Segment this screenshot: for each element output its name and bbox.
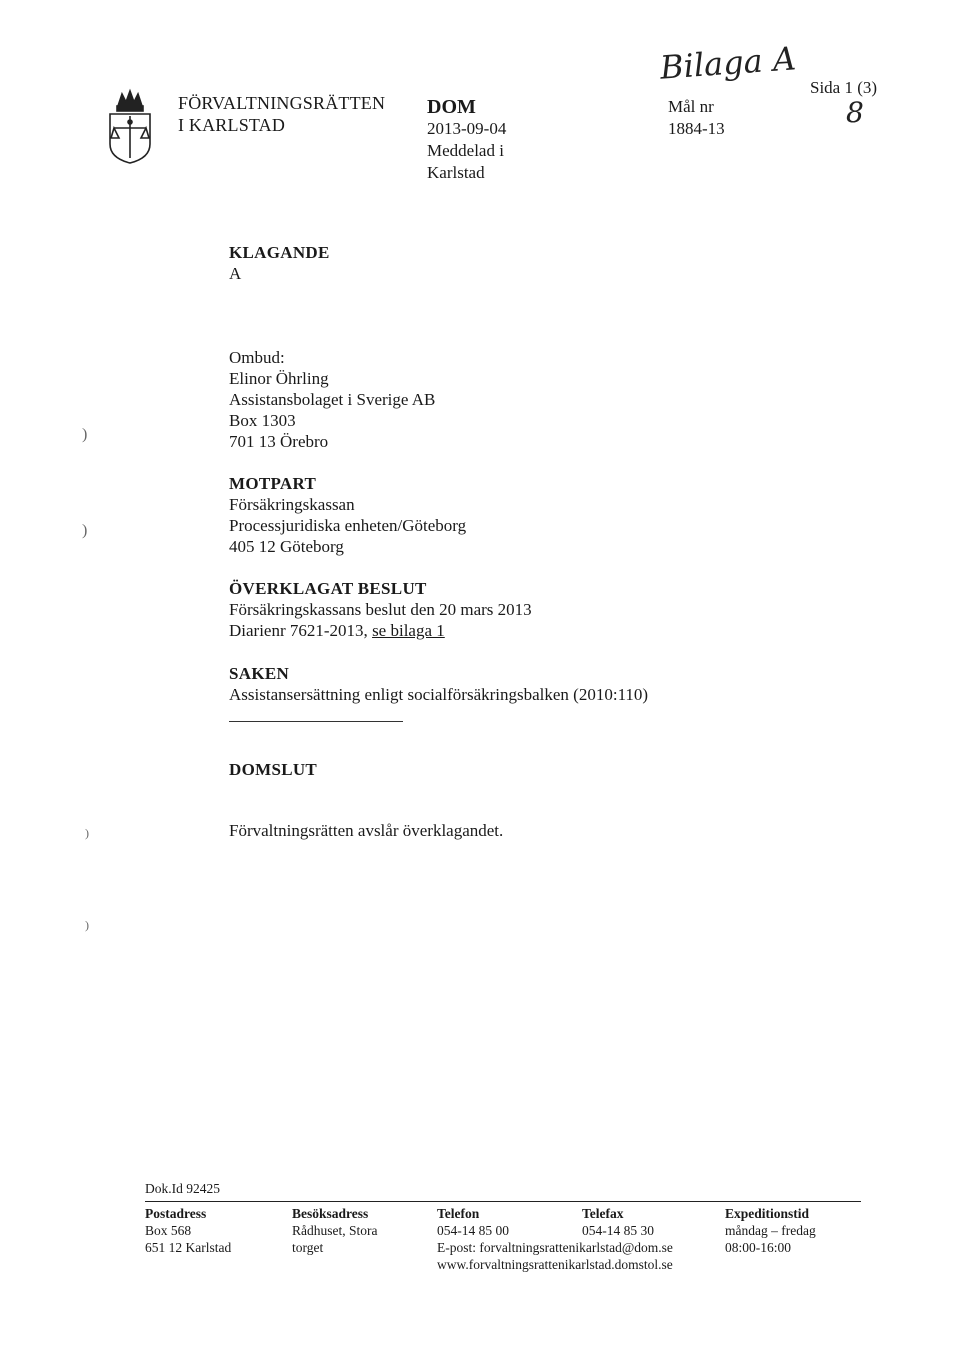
motpart-line3: 405 12 Göteborg — [229, 537, 344, 556]
footer-columns — [145, 1205, 865, 1285]
klagande-name: A — [229, 264, 242, 283]
expeditionstid-days: måndag – fredag — [725, 1223, 816, 1238]
case-number-label: Mål nr — [668, 97, 714, 116]
saken-section — [229, 663, 648, 705]
court-name — [178, 92, 385, 136]
footer — [145, 1180, 865, 1285]
footer-besoksadress — [292, 1205, 378, 1256]
domslut-heading: DOMSLUT — [229, 760, 318, 779]
email-address: E-post: forvaltningsrattenikarlstad@dom.se — [437, 1240, 673, 1255]
telefax-number: 054-14 85 30 — [582, 1223, 654, 1238]
case-number — [668, 96, 725, 140]
document-date: 2013-09-04 — [427, 119, 507, 138]
telefon-number: 054-14 85 00 — [437, 1223, 509, 1238]
footer-expeditionstid — [725, 1205, 816, 1256]
klagande-heading: KLAGANDE — [229, 243, 330, 262]
besoksadress-line2: torget — [292, 1240, 324, 1255]
telefon-header: Telefon — [437, 1206, 480, 1221]
ombud-name: Elinor Öhrling — [229, 369, 329, 388]
expeditionstid-header: Expeditionstid — [725, 1206, 810, 1221]
footer-divider — [145, 1201, 861, 1202]
besoksadress-line1: Rådhuset, Stora — [292, 1223, 378, 1238]
ombud-label: Ombud: — [229, 348, 285, 367]
saken-line1: Assistansersättning enligt socialförsäkringsbalken (2010:110) — [229, 685, 649, 704]
page-indicator: Sida 1 (3) — [810, 78, 878, 97]
overklagat-diarienr: Diarienr 7621-2013, — [229, 621, 373, 640]
motpart-section — [229, 473, 466, 557]
handwritten-annotation — [659, 39, 797, 86]
margin-mark: ) — [85, 826, 89, 840]
motpart-line2: Processjuridiska enheten/Göteborg — [229, 516, 467, 535]
overklagat-line2 — [229, 620, 532, 641]
margin-mark: ) — [82, 426, 88, 443]
ombud-box: Box 1303 — [229, 411, 296, 430]
meddelad-line1: Meddelad i — [427, 141, 504, 160]
handwritten-number: 8 — [846, 96, 864, 129]
postadress-line1: Box 568 — [145, 1223, 192, 1238]
document-id: Dok.Id 92425 — [145, 1181, 220, 1196]
court-name-line2: I KARLSTAD — [178, 115, 286, 135]
document-type: DOM — [427, 96, 476, 118]
overklagat-heading: ÖVERKLAGAT BESLUT — [229, 579, 427, 598]
saken-heading: SAKEN — [229, 664, 290, 683]
handwritten-note: Bilaga A — [658, 39, 798, 87]
footer-telefax — [582, 1205, 654, 1239]
court-name-line1: FÖRVALTNINGSRÄTTEN — [178, 93, 386, 113]
motpart-line1: Försäkringskassan — [229, 495, 355, 514]
ombud-section — [229, 347, 435, 452]
expeditionstid-hours: 08:00-16:00 — [725, 1240, 791, 1255]
case-number-value: 1884-13 — [668, 119, 725, 138]
klagande-section — [229, 242, 330, 284]
ombud-company: Assistansbolaget i Sverige AB — [229, 390, 436, 409]
bilaga-reference: se bilaga 1 — [372, 621, 445, 640]
overklagat-line1: Försäkringskassans beslut den 20 mars 2013 — [229, 600, 532, 619]
motpart-heading: MOTPART — [229, 474, 317, 493]
meddelad-line2: Karlstad — [427, 163, 485, 182]
postadress-header: Postadress — [145, 1206, 207, 1221]
domslut-text-block — [229, 820, 503, 841]
website-address: www.forvaltningsrattenikarlstad.domstol.se — [437, 1257, 673, 1272]
margin-mark: ) — [85, 918, 89, 932]
footer-postadress — [145, 1205, 231, 1256]
overklagat-section — [229, 578, 532, 641]
domslut-section — [229, 759, 317, 780]
section-divider — [229, 721, 403, 722]
domslut-text: Förvaltningsrätten avslår överklagandet. — [229, 821, 504, 840]
court-crest-icon — [104, 86, 156, 171]
document-meta — [427, 96, 506, 184]
ombud-postal: 701 13 Örebro — [229, 432, 329, 451]
telefax-header: Telefax — [582, 1206, 624, 1221]
margin-mark: ) — [82, 522, 88, 539]
postadress-line2: 651 12 Karlstad — [145, 1240, 232, 1255]
besoksadress-header: Besöksadress — [292, 1206, 369, 1221]
